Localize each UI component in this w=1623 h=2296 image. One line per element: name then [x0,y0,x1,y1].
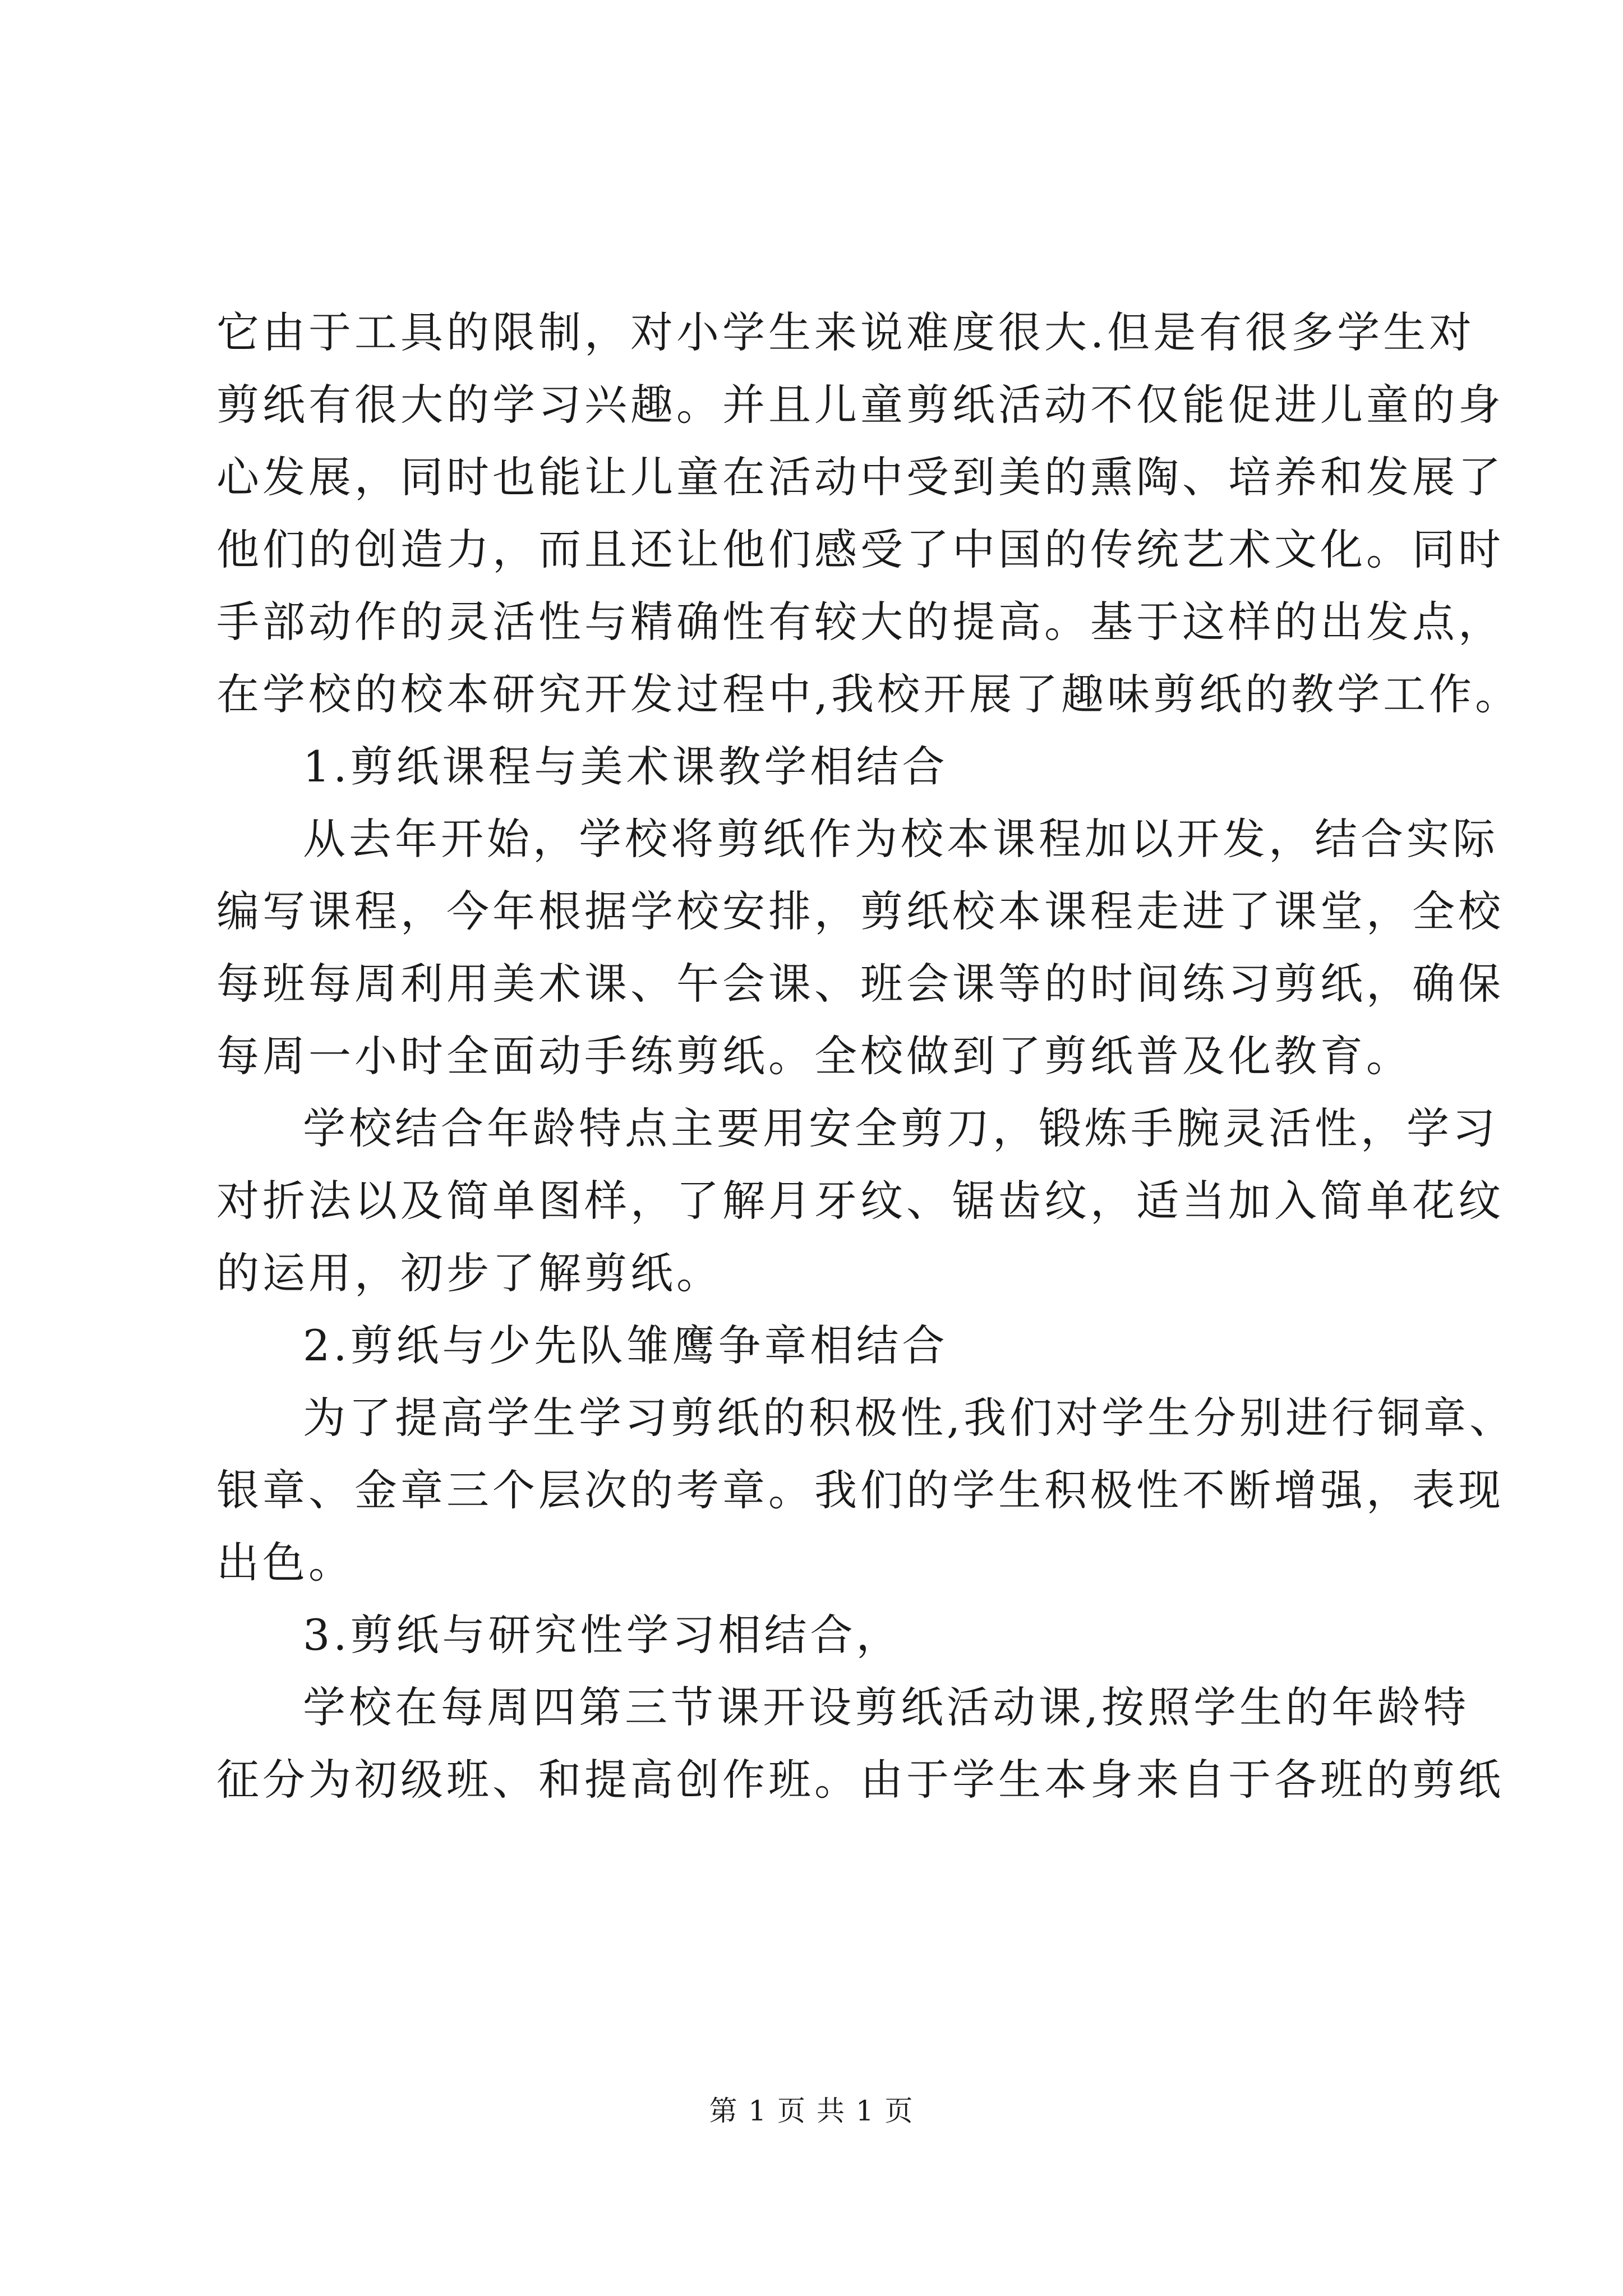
text-line: 它由于工具的限制，对小学生来说难度很大.但是有很多学生对 [216,307,1476,357]
text-line: 心发展，同时也能让儿童在活动中受到美的熏陶、培养和发展了 [216,452,1504,502]
text-line: 每班每周利用美术课、午会课、班会课等的时间练习剪纸，确保 [216,959,1504,1009]
text-line: 他们的创造力，而且还让他们感受了中国的传统艺术文化。同时 [216,524,1504,574]
text-line: 手部动作的灵活性与精确性有较大的提高。基于这样的出发点， [216,597,1504,647]
section-heading: 1.剪纸课程与美术课教学相结合 [303,742,948,792]
text-line: 征分为初级班、和提高创作班。由于学生本身来自于各班的剪纸 [216,1755,1504,1805]
text-line: 为了提高学生学习剪纸的积极性,我们对学生分别进行铜章、 [303,1393,1516,1443]
text-line: 剪纸有很大的学习兴趣。并且儿童剪纸活动不仅能促进儿童的身 [216,380,1504,430]
text-line: 对折法以及简单图样，了解月牙纹、锯齿纹，适当加入简单花纹 [216,1176,1504,1226]
section-heading: 2.剪纸与少先队雏鹰争章相结合 [303,1320,948,1370]
text-line: 在学校的校本研究开发过程中,我校开展了趣味剪纸的教学工作。 [216,669,1521,719]
text-line: 编写课程，今年根据学校安排，剪纸校本课程走进了课堂，全校 [216,886,1504,936]
text-line: 学校在每周四第三节课开设剪纸活动课,按照学生的年龄特 [303,1682,1470,1732]
text-line: 从去年开始，学校将剪纸作为校本课程加以开发，结合实际 [303,814,1498,864]
text-line: 的运用，初步了解剪纸。 [216,1248,722,1298]
text-line: 银章、金章三个层次的考章。我们的学生积极性不断增强，表现 [216,1465,1504,1515]
text-line: 出色。 [216,1538,354,1588]
text-line: 每周一小时全面动手练剪纸。全校做到了剪纸普及化教育。 [216,1031,1412,1081]
document-body [216,296,1521,1816]
page-footer: 第 1 页 共 1 页 [709,2095,914,2127]
section-heading: 3.剪纸与研究性学习相结合， [303,1610,902,1660]
text-line: 学校结合年龄特点主要用安全剪刀，锻炼手腕灵活性，学习 [303,1103,1498,1153]
